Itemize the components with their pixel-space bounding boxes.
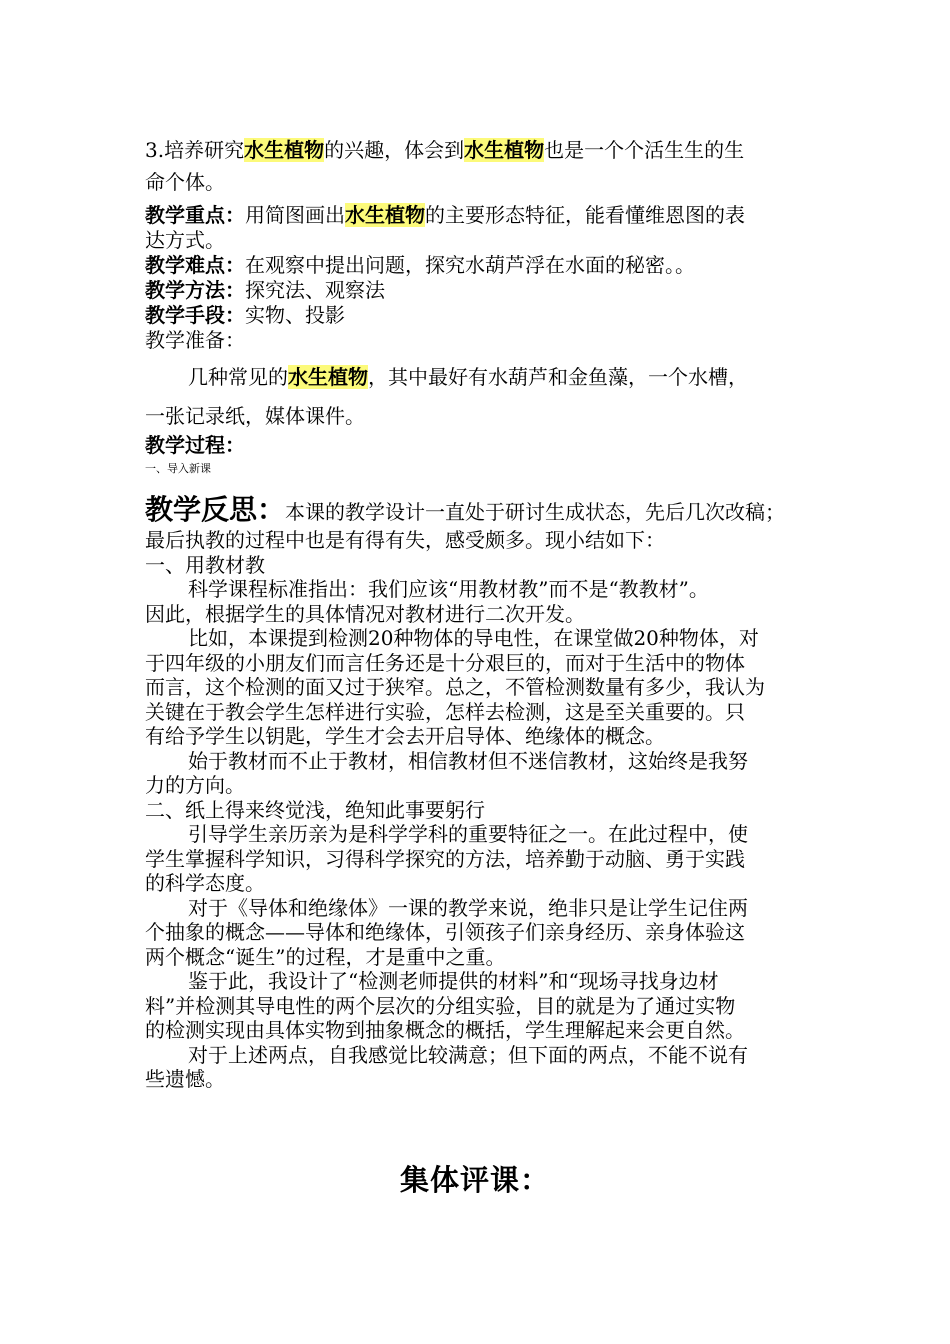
reflection-line: 于四年级的小朋友们而言任务还是十分艰巨的，而对于生活中的物体 bbox=[145, 650, 745, 675]
reflection-line: 的科学态度。 bbox=[145, 871, 265, 895]
teaching-means-text: 实物、投影 bbox=[245, 303, 345, 327]
teaching-prep-continuation: 一张记录纸，媒体课件。 bbox=[145, 404, 365, 428]
reflection-line: 两个概念“诞生”的过程，才是重中之重。 bbox=[145, 944, 506, 969]
reflection-line: 因此，根据学生的具体情况对教材进行二次开发。 bbox=[145, 601, 585, 626]
teaching-prep-label: 教学准备： bbox=[145, 328, 245, 352]
reflection-first-line bbox=[145, 494, 820, 528]
reflection-heading-2: 二、纸上得来终觉浅，绝知此事要躬行 bbox=[145, 797, 485, 822]
reflection-line: 比如，本课提到检测20种物体的导电性，在课堂做20种物体，对 bbox=[188, 626, 759, 650]
reflection-line: 个抽象的概念——导体和绝缘体，引领孩子们亲身经历、亲身体验这 bbox=[145, 920, 745, 944]
teaching-prep-pre: 几种常见的 bbox=[188, 365, 288, 389]
teaching-means-label: 教学手段： bbox=[145, 303, 245, 327]
reflection-heading-1: 一、用教材教 bbox=[145, 552, 265, 577]
teaching-prep-post: ，其中最好有水葫芦和金鱼藻，一个水槽， bbox=[368, 365, 748, 389]
teaching-focus-continuation: 达方式。 bbox=[145, 228, 225, 252]
teaching-focus-pre: 用简图画出 bbox=[245, 203, 345, 227]
highlight-aquatic-plants: 水生植物 bbox=[345, 203, 425, 227]
collective-review-heading: 集体评课： bbox=[399, 1163, 550, 1197]
reflection-line: 对于《导体和绝缘体》一课的教学来说，绝非只是让学生记住两 bbox=[188, 895, 748, 920]
highlight-aquatic-plants: 水生植物 bbox=[244, 138, 325, 162]
reflection-line: 最后执教的过程中也是有得有失，感受颇多。现小结如下： bbox=[145, 528, 665, 552]
reflection-line: 学生掌握科学知识，习得科学探究的方法，培养勤于动脑、勇于实践 bbox=[145, 846, 745, 871]
reflection-line: 对于上述两点，自我感觉比较满意；但下面的两点，不能不说有 bbox=[188, 1042, 748, 1067]
teaching-difficulty-label: 教学难点： bbox=[145, 253, 245, 277]
highlight-aquatic-plants: 水生植物 bbox=[464, 138, 545, 162]
reflection-line: 而言，这个检测的面又过于狭窄。总之，不管检测数量有多少，我认为 bbox=[145, 675, 765, 699]
teaching-focus-post: 的主要形态特征，能看懂维恩图的表 bbox=[425, 203, 745, 227]
teaching-method-text: 探究法、观察法 bbox=[245, 278, 385, 302]
reflection-line: 的检测实现由具体实物到抽象概念的概括，学生理解起来会更自然。 bbox=[145, 1018, 745, 1042]
teaching-difficulty-line bbox=[145, 253, 820, 278]
reflection-line: 关键在于教会学生怎样进行实验，怎样去检测，这是至关重要的。只 bbox=[145, 699, 745, 724]
reflection-title: 教学反思： bbox=[145, 493, 286, 526]
reflection-line: 些遗憾。 bbox=[145, 1067, 225, 1091]
teaching-difficulty-text: 在观察中提出问题，探究水葫芦浮在水面的秘密。。 bbox=[245, 253, 695, 277]
highlight-aquatic-plants: 水生植物 bbox=[288, 365, 368, 389]
teaching-process-step-1: 一、导入新课 bbox=[145, 462, 211, 475]
goal-3-mid: 的兴趣，体会到 bbox=[324, 138, 465, 162]
reflection-line: 有给予学生以钥匙，学生才会去开启导体、绝缘体的概念。 bbox=[145, 724, 665, 748]
goal-3-prefix: 3.培养研究 bbox=[145, 138, 245, 162]
reflection-line: 鉴于此，我设计了“检测老师提供的材料”和“现场寻找身边材 bbox=[188, 969, 719, 993]
reflection-line: 始于教材而不止于教材，相信教材但不迷信教材，这始终是我努 bbox=[188, 748, 748, 773]
goal-3-line bbox=[145, 130, 820, 170]
goal-3-continuation: 命个体。 bbox=[145, 170, 225, 194]
teaching-focus-label: 教学重点： bbox=[145, 203, 245, 227]
reflection-line: 料”并检测其导电性的两个层次的分组实验，目的就是为了通过实物 bbox=[145, 993, 736, 1018]
teaching-process-label: 教学过程： bbox=[145, 433, 245, 457]
reflection-line: 引导学生亲历亲为是科学学科的重要特征之一。在此过程中，使 bbox=[188, 822, 748, 846]
teaching-method-label: 教学方法： bbox=[145, 278, 245, 302]
reflection-line: 力的方向。 bbox=[145, 773, 245, 797]
teaching-prep-line bbox=[145, 365, 820, 390]
teaching-method-line bbox=[145, 278, 820, 303]
reflection-body bbox=[145, 528, 820, 1092]
goal-3-suffix: 也是一个个活生生的生 bbox=[544, 138, 745, 162]
teaching-focus-line bbox=[145, 203, 820, 228]
teaching-means-line bbox=[145, 303, 820, 328]
reflection-line: 科学课程标准指出：我们应该“用教材教”而不是“教教材”。 bbox=[188, 577, 709, 601]
reflection-line-0: 本课的教学设计一直处于研讨生成状态，先后几次改稿； bbox=[285, 500, 786, 524]
lesson-plan-page bbox=[145, 130, 820, 1092]
